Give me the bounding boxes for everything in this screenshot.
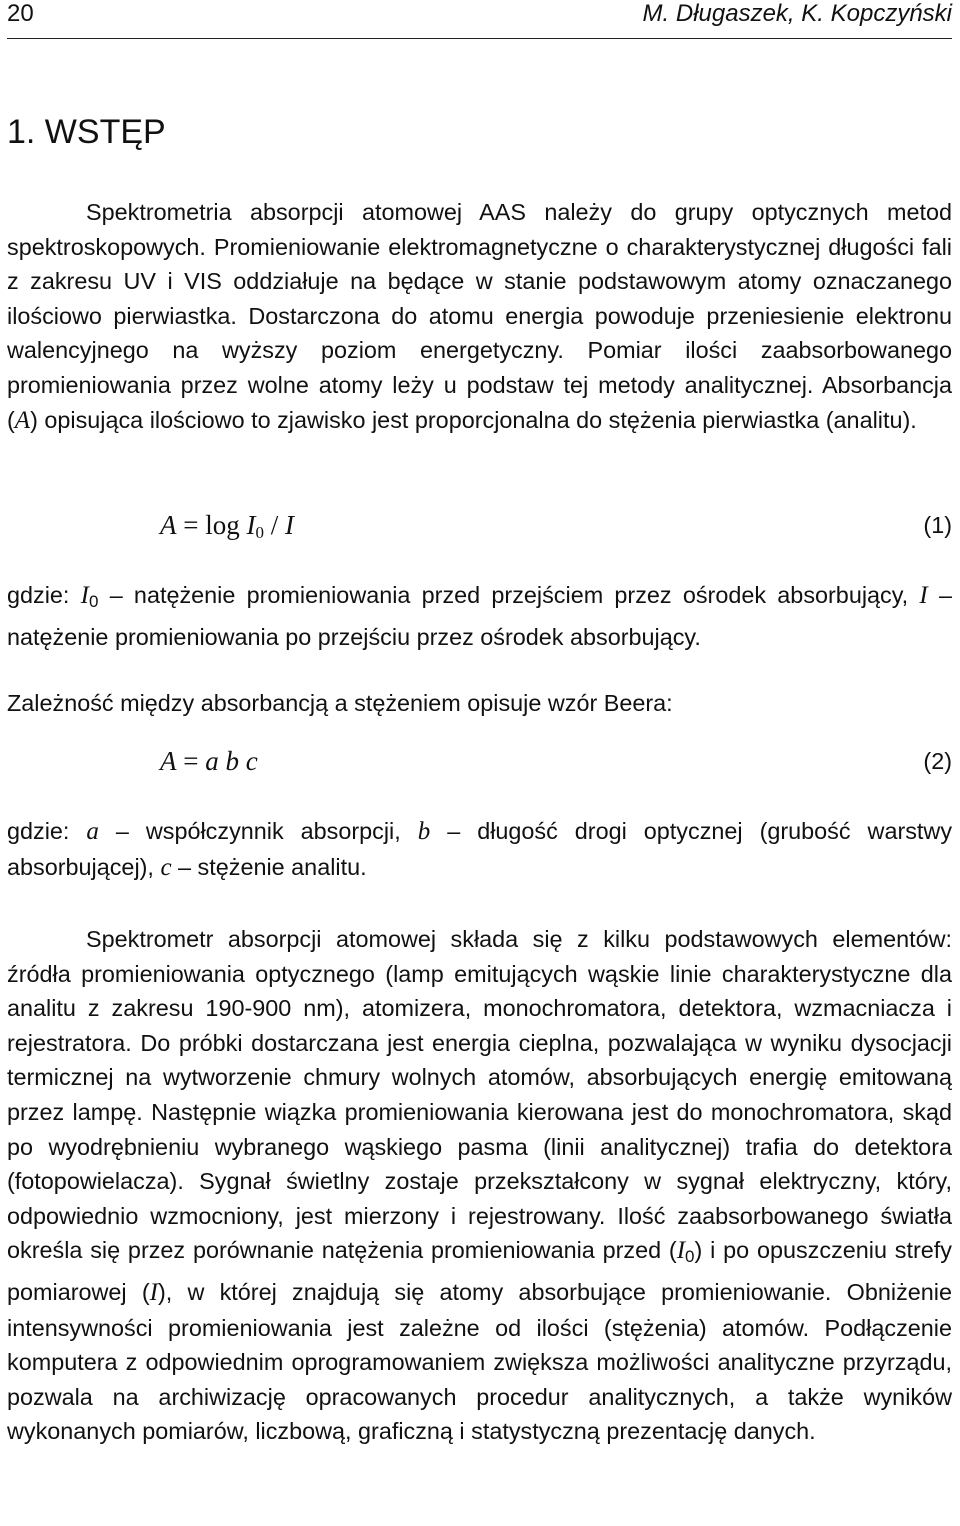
eq1-operator: = log [183,510,240,540]
defs1-desc-i0: – natężenie promieniowania przed przejściem przez ośrodek absorbujący, [109,582,909,608]
eq1-var-i0: I [246,510,256,540]
defs1-symbol-i0: I [80,582,89,609]
eq2-lhs: A [160,746,177,776]
intro-text-end: ) opisująca ilościowo to zjawisko jest proporcjonalna do stężenia pierwiastka (analitu). [30,406,917,433]
eq1-var-i: I [285,510,294,540]
spectrometer-symbol-i: I [149,1278,158,1306]
page-number: 20 [7,0,34,27]
spectrometer-subscript: 0 [685,1247,695,1267]
spectrometer-symbol-i0: I [676,1237,686,1265]
defs2-desc-a: – współczynnik absorpcji, [115,818,401,844]
defs2-symbol-b: b [417,818,431,845]
equation-2-number: (2) [923,748,952,774]
defs1-symbol-i: I [919,582,928,609]
eq2-operator: = [183,746,199,776]
spectrometer-text-2: ) i po opuszczeniu strefy pomiarowej ( [7,1237,952,1305]
defs2-symbol-c: c [160,853,172,881]
defs1-lead: gdzie: [7,582,70,608]
running-head-authors: M. Długaszek, K. Kopczyński [642,0,952,27]
absorbance-symbol: A [14,406,31,434]
eq2-var-a: a [205,746,219,776]
defs1-subscript: 0 [88,592,99,611]
definitions-1 [7,578,952,654]
defs2-desc-c: – stężenie analitu. [178,853,367,880]
spectrometer-text-3: ), w której znajdują się atomy absorbujące promieniowanie. Obniżenie intensywności promieniowania jest zależne od ilości (stężenia) atomów. Podłączenie komputera z odpowiednim oprogramowaniem zwiększa możliwości analityczne przyrządu, pozwala na archiwizację opracowanych procedur analitycznych, a także wyników wykonanych pomiarów, liczbową, graficzną i statystyczną prezentację danych. [7,1278,952,1445]
intro-paragraph [7,195,952,438]
defs2-lead: gdzie: [7,818,70,844]
equation-2-body [160,746,258,777]
spectrometer-paragraph [7,922,952,1449]
defs2-symbol-a: a [86,818,99,845]
eq1-subscript: 0 [255,523,264,542]
defs1-desc-i: – natężenie promieniowania po przejściu przez ośrodek absorbujący. [7,582,952,650]
intro-text: Spektrometria absorpcji atomowej AAS należy do grupy optycznych metod spektroskopowych. Promieniowanie elektromagnetyczne o charakterystycznej długości fali z zakresu UV i VIS oddziałuje na będące w stanie podstawowym atomy oznaczanego ilościowo pierwiastka. Dostarczona do atomu energia powoduje przeniesienie elektronu walencyjnego na wyższy poziom energetyczny. Pomiar ilości zaabsorbowanego promieniowania przez wolne atomy leży u podstaw tej metody analitycznej. Absorbancja ( [7,199,952,433]
eq2-var-b: b [225,746,239,776]
beer-law-intro: Zależność między absorbancją a stężeniem opisuje wzór Beera: [7,690,673,716]
spectrometer-text-1: Spektrometr absorpcji atomowej składa się z kilku podstawowych elementów: źródła promieniowania optycznego (lamp emitujących wąskie linie charakterystyczne dla analitu z zakresu 190-900 nm), atomizera, monochromatora, detektora, wzmacniacza i rejestratora. Do próbki dostarczana jest energia cieplna, pozwalająca w wyniku dysocjacji termicznej na wytworzenie chmury wolnych atomów, absorbujących energię emitowaną przez lampę. Następnie wiązka promieniowania kierowana jest do monochromatora, skąd po wyodrębnieniu wybranego wąskiego pasma (linii analitycznej) trafia do detektora (fotopowielacza). Sygnał świetlny zostaje przekształcony w sygnał elektryczny, który, odpowiednio wzmocniony, jest mierzony i rejestrowany. Ilość zaabsorbowanego światła określa się przez porównanie natężenia promieniowania przed ( [7,926,952,1264]
eq1-slash: / [270,510,279,540]
equation-1-number: (1) [923,512,952,538]
section-title: 1. WSTĘP [7,113,166,151]
page-header [7,0,952,40]
equation-1-body [160,510,294,543]
eq2-var-c: c [245,746,258,776]
definitions-2 [7,814,952,885]
eq1-lhs: A [160,510,177,540]
defs2-desc-b: – długość drogi optycznej (grubość warstwy absorbującej), [7,818,953,880]
header-rule [7,38,952,39]
